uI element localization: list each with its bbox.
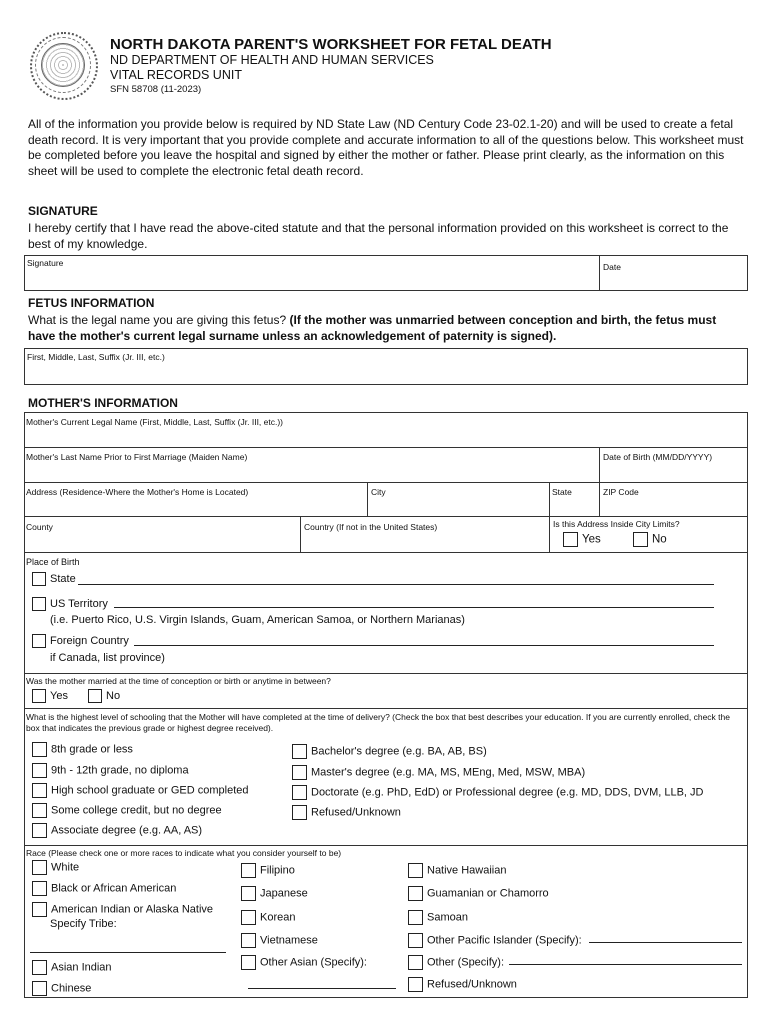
education-option[interactable]: Associate degree (e.g. AA, AS) (32, 823, 202, 838)
unit-name: VITAL RECORDS UNIT (110, 68, 242, 82)
fetus-name-label: First, Middle, Last, Suffix (Jr. III, etc.) (27, 352, 165, 362)
legal-name-label: Mother's Current Legal Name (First, Middle, Last, Suffix (Jr. III, etc.)) (26, 417, 284, 427)
married-yes[interactable]: Yes (32, 689, 68, 703)
country-field[interactable] (301, 517, 548, 551)
checkbox-icon[interactable] (292, 744, 307, 759)
checkbox-icon[interactable] (408, 910, 423, 925)
education-option[interactable]: High school graduate or GED completed (32, 783, 249, 798)
fetus-name-field[interactable] (24, 348, 748, 385)
pob-foreign-note: if Canada, list province) (50, 652, 165, 664)
married-question: Was the mother married at the time of conception or birth or anytime in between? (26, 676, 331, 686)
form-title: NORTH DAKOTA PARENT'S WORKSHEET FOR FETAL DEATH (110, 36, 552, 53)
signature-field[interactable] (25, 256, 597, 290)
country-label: Country (If not in the United States) (304, 522, 438, 532)
checkbox-icon[interactable] (32, 572, 46, 586)
state-field[interactable] (550, 483, 598, 515)
education-option[interactable]: Bachelor's degree (e.g. BA, AB, BS) (292, 744, 487, 759)
education-option[interactable]: Doctorate (e.g. PhD, EdD) or Professional degree (e.g. MD, DDS, DVM, LLB, JD (292, 785, 703, 800)
married-no[interactable]: No (88, 689, 120, 703)
maiden-name-label: Mother's Last Name Prior to First Marriage (Maiden Name) (26, 452, 248, 462)
zip-field[interactable] (600, 483, 747, 515)
race-option[interactable]: Japanese (241, 886, 308, 901)
intro-text: All of the information you provide below is required by ND State Law (ND Century Code 23-02.1-20) and will be used to create a fetal death record. It is very important that you provide complete and accurate information to all of the questions below. This worksheet must be completed before you leave the hospital and signed by either the mother or father. Please print clearly, as the information on this sheet will be used to complete the electronic fetal death record. (28, 117, 744, 178)
dob-field[interactable] (600, 448, 747, 481)
pob-state-option[interactable]: State (32, 572, 76, 586)
signature-heading: SIGNATURE (28, 204, 98, 218)
city-label: City (371, 487, 386, 497)
race-option[interactable]: Guamanian or Chamorro (408, 886, 549, 901)
department-name: ND DEPARTMENT OF HEALTH AND HUMAN SERVICES (110, 53, 434, 67)
dob-label: Date of Birth (MM/DD/YYYY) (603, 452, 713, 462)
pob-territory-option[interactable]: US Territory (32, 597, 108, 611)
education-option[interactable]: Refused/Unknown (292, 805, 401, 820)
pob-territory-note: (i.e. Puerto Rico, U.S. Virgin Islands, Guam, American Samoa, or Northern Marianas) (50, 614, 465, 626)
checkbox-icon[interactable] (292, 765, 307, 780)
city-limits-yes[interactable]: Yes (563, 532, 601, 547)
race-tribe-label: Specify Tribe: (50, 918, 117, 930)
fetus-question: What is the legal name you are giving this fetus? (If the mother was unmarried between conception and birth, the fetus must have the mother's current legal surname unless an acknowledgement of paternity is signed). (28, 313, 717, 343)
checkbox-icon[interactable] (633, 532, 648, 547)
checkbox-icon[interactable] (292, 785, 307, 800)
checkbox-icon[interactable] (32, 742, 47, 757)
race-option[interactable]: Samoan (408, 910, 468, 925)
checkbox-icon[interactable] (408, 955, 423, 970)
state-seal-icon (30, 32, 98, 100)
race-option[interactable]: American Indian or Alaska Native (32, 902, 213, 917)
tribe-specify-line[interactable] (30, 952, 226, 953)
county-field[interactable] (25, 517, 299, 551)
checkbox-icon[interactable] (32, 981, 47, 996)
city-field[interactable] (368, 483, 548, 515)
race-option[interactable]: Black or African American (32, 881, 176, 896)
checkbox-icon[interactable] (241, 955, 256, 970)
checkbox-icon[interactable] (408, 863, 423, 878)
signature-label: Signature (27, 258, 64, 268)
date-label: Date (603, 262, 621, 272)
other-race-specify-line[interactable] (509, 964, 742, 965)
city-limits-no[interactable]: No (633, 532, 667, 547)
race-option[interactable]: Chinese (32, 981, 91, 996)
checkbox-icon[interactable] (563, 532, 578, 547)
state-label: State (552, 487, 572, 497)
race-option[interactable]: Vietnamese (241, 933, 318, 948)
race-option[interactable]: Native Hawaiian (408, 863, 506, 878)
race-option[interactable]: Filipino (241, 863, 295, 878)
form-number: SFN 58708 (11-2023) (110, 84, 202, 95)
other-asian-specify-line[interactable] (248, 988, 396, 989)
checkbox-icon[interactable] (32, 902, 47, 917)
checkbox-icon[interactable] (408, 886, 423, 901)
race-option[interactable]: Asian Indian (32, 960, 112, 975)
county-label: County (26, 522, 53, 532)
pob-foreign-line[interactable] (134, 645, 714, 646)
city-limits-label: Is this Address Inside City Limits? (553, 519, 680, 529)
fetus-heading: FETUS INFORMATION (28, 296, 155, 310)
zip-label: ZIP Code (603, 487, 639, 497)
checkbox-icon[interactable] (241, 910, 256, 925)
checkbox-icon[interactable] (32, 689, 46, 703)
checkbox-icon[interactable] (32, 763, 47, 778)
education-option[interactable]: 9th - 12th grade, no diploma (32, 763, 189, 778)
race-option[interactable]: Other Asian (Specify): (241, 955, 367, 970)
race-option[interactable]: Refused/Unknown (408, 977, 517, 992)
address-label: Address (Residence-Where the Mother's Home is Located) (26, 487, 249, 497)
education-option[interactable]: 8th grade or less (32, 742, 133, 757)
checkbox-icon[interactable] (32, 783, 47, 798)
checkbox-icon[interactable] (32, 634, 46, 648)
checkbox-icon[interactable] (88, 689, 102, 703)
education-question: What is the highest level of schooling that the Mother will have completed at the time of delivery? (Check the box that best describes your education. If you are currently enrolled, check the box that indicates the previous grade or highest degree received). (26, 712, 730, 733)
signature-date-field[interactable] (601, 256, 747, 290)
race-option[interactable]: White (32, 860, 79, 875)
education-option[interactable]: Master's degree (e.g. MA, MS, MEng, Med, MSW, MBA) (292, 765, 585, 780)
pob-territory-line[interactable] (114, 607, 714, 608)
mother-heading: MOTHER'S INFORMATION (28, 396, 178, 410)
race-option[interactable]: Korean (241, 910, 295, 925)
place-of-birth-label: Place of Birth (26, 557, 80, 567)
checkbox-icon[interactable] (32, 960, 47, 975)
checkbox-icon[interactable] (241, 863, 256, 878)
mother-legal-name-field[interactable] (25, 413, 747, 446)
checkbox-icon[interactable] (32, 860, 47, 875)
pob-state-line[interactable] (78, 584, 714, 585)
signature-statement: I hereby certify that I have read the above-cited statute and that the personal information provided on this worksheet is correct to the best of my knowledge. (28, 221, 729, 251)
checkbox-icon[interactable] (408, 977, 423, 992)
checkbox-icon[interactable] (408, 933, 423, 948)
address-field[interactable] (25, 483, 366, 515)
pob-foreign-option[interactable]: Foreign Country (32, 634, 129, 648)
checkbox-icon[interactable] (241, 886, 256, 901)
checkbox-icon[interactable] (32, 803, 47, 818)
race-option[interactable]: Other (Specify): (408, 955, 504, 970)
checkbox-icon[interactable] (32, 823, 47, 838)
race-option[interactable]: Other Pacific Islander (Specify): (408, 933, 582, 948)
checkbox-icon[interactable] (32, 597, 46, 611)
other-pacific-specify-line[interactable] (589, 942, 742, 943)
signature-box (24, 255, 748, 291)
education-option[interactable]: Some college credit, but no degree (32, 803, 222, 818)
maiden-name-field[interactable] (25, 448, 598, 481)
checkbox-icon[interactable] (292, 805, 307, 820)
checkbox-icon[interactable] (241, 933, 256, 948)
checkbox-icon[interactable] (32, 881, 47, 896)
race-question: Race (Please check one or more races to indicate what you consider yourself to be) (26, 848, 342, 858)
